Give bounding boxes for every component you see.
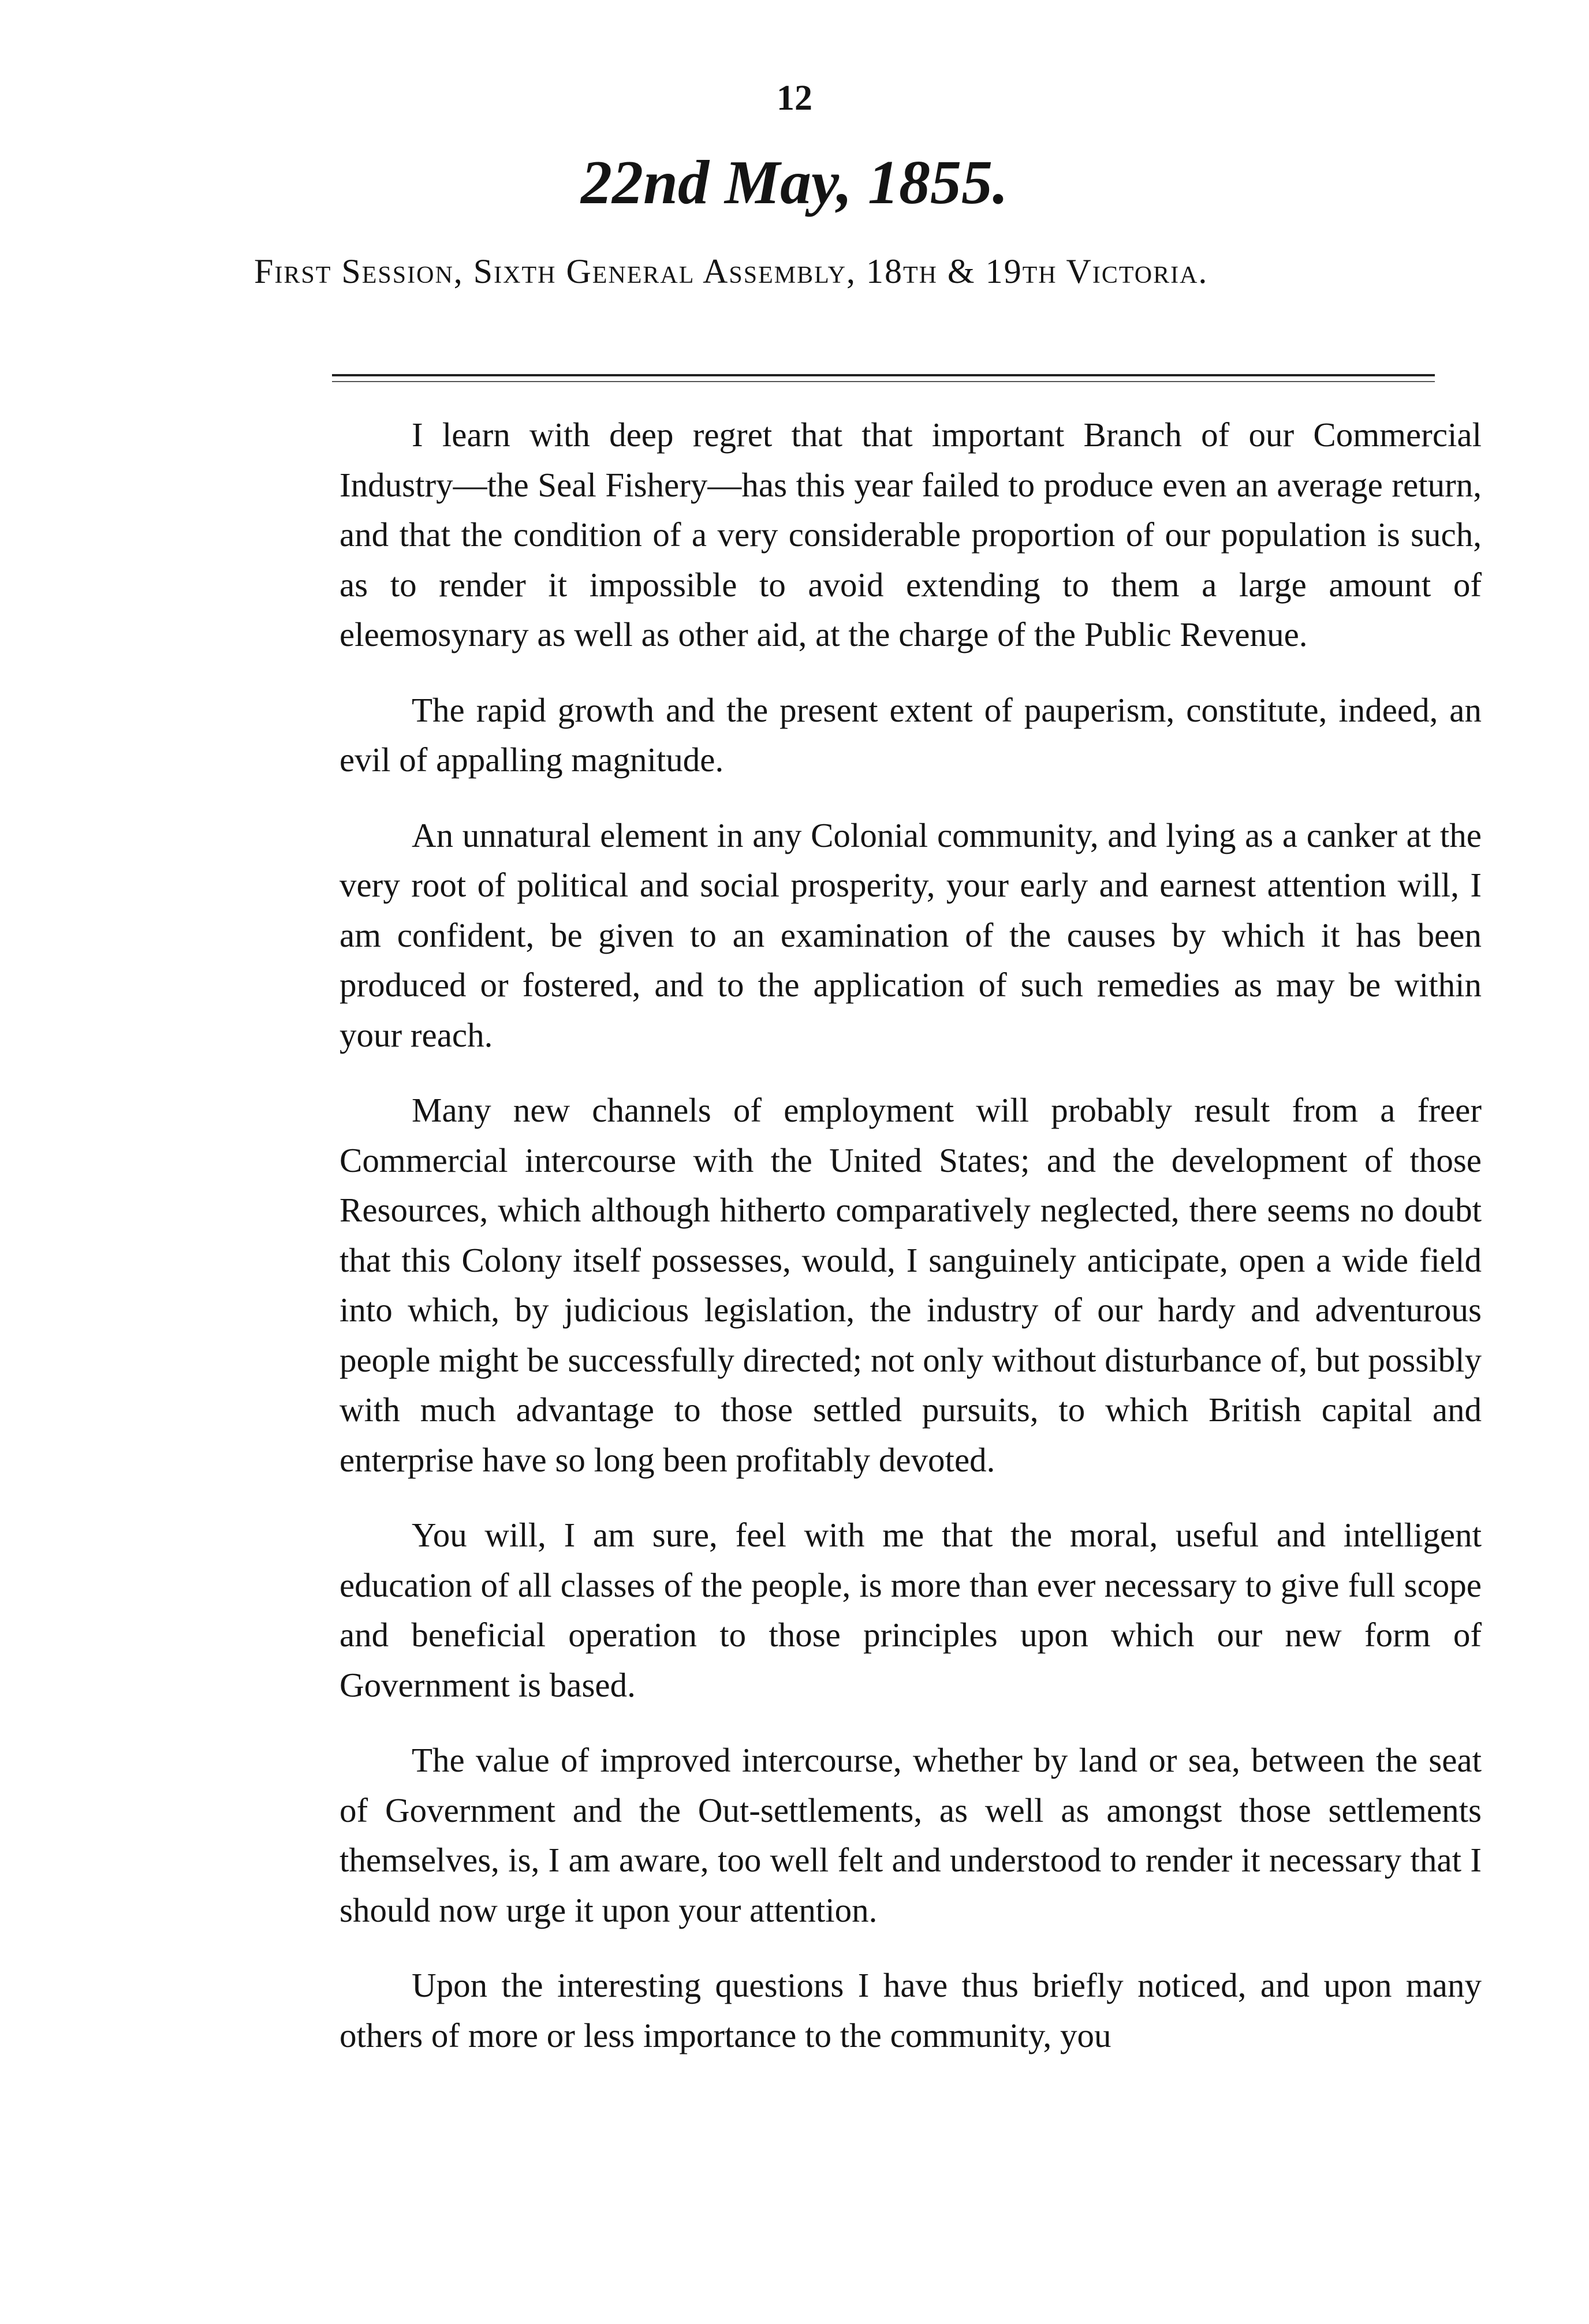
heading-rule-thin — [332, 381, 1435, 382]
paragraph-employment: Many new channels of employment will probably result from a freer Commercial intercourse with the United States; and the development of those Resources, which although hitherto comparatively neglected, there seems no doubt that this Colony itself possesses, would, I sanguinely anticipate, open a wide field into which, by judicious legislation, the industry of our hardy and adventurous people might be successfully directed; not only without disturbance of, but possibly with much advantage to those settled pursuits, to which British capital and enterprise have so long been profitably devoted. — [340, 1091, 1482, 1479]
body-text — [340, 410, 1482, 2086]
date-heading: 22nd May, 1855. — [580, 148, 1009, 217]
heading-rule — [332, 374, 1435, 376]
paragraph-seal-fishery: I learn with deep regret that that important Branch of our Commercial Industry—the Seal Fishery—has this year failed to produce even an average return, and that the condition of a very considerable proportion of our population is such, as to render it impossible to avoid extending to them a large amount of eleemosynary as well as other aid, at the charge of the Public Revenue. — [340, 416, 1482, 653]
session-line: First Session, Sixth General Assembly, 18th & 19th Victoria. — [254, 252, 1208, 290]
page-number: 12 — [777, 79, 812, 118]
paragraph-pauperism: The rapid growth and the present extent of pauperism, constitute, indeed, an evil of appalling magnitude. — [340, 690, 1482, 779]
paragraph-questions: Upon the interesting questions I have thus briefly noticed, and upon many others of more or less importance to the community, you — [340, 1966, 1482, 2054]
paragraph-colonial-community: An unnatural element in any Colonial community, and lying as a canker at the very root of political and social prosperity, your early and earnest attention will, I am confident, be given to an examination of the causes by which it has been produced or fostered, and to the application of such remedies as may be within your reach. — [340, 816, 1482, 1054]
paragraph-intercourse: The value of improved intercourse, whether by land or sea, between the seat of Government and the Out-settlements, as well as amongst those settlements themselves, is, I am aware, too well felt and understood to render it necessary that I should now urge it upon your attention. — [340, 1741, 1482, 1929]
paragraph-education: You will, I am sure, feel with me that the moral, useful and intelligent education of all classes of the people, is more than ever necessary to give full scope and beneficial operation to those principles upon which our new form of Government is based. — [340, 1516, 1482, 1704]
